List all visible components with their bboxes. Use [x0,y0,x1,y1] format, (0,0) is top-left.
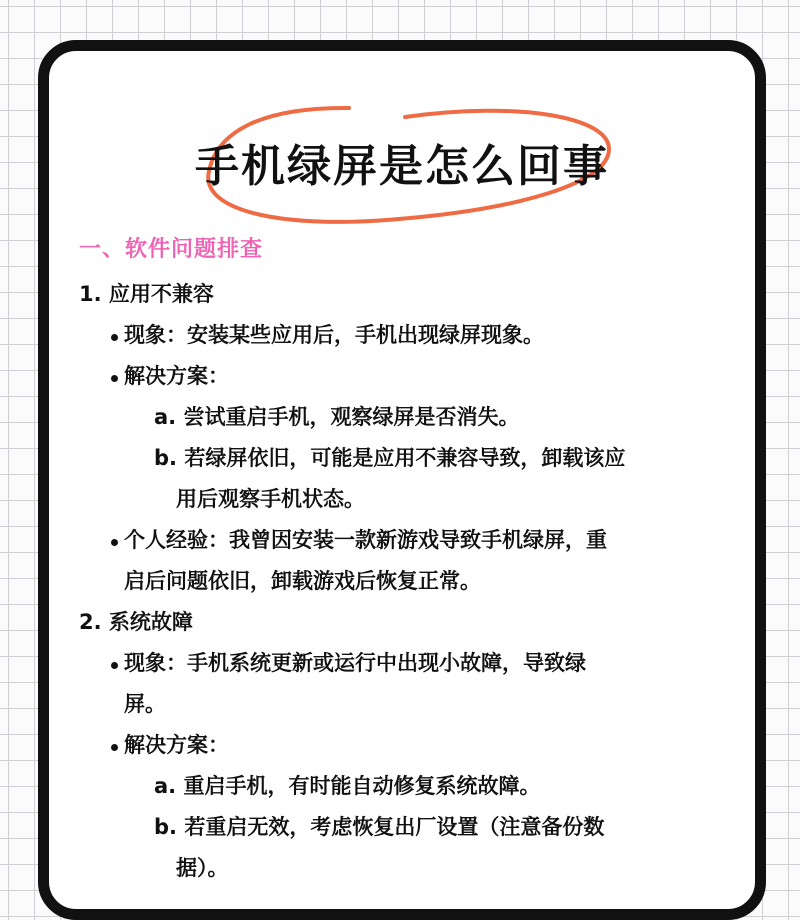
page-title: 手机绿屏是怎么回事 [195,141,609,192]
solution-step-b-continued: 据）。 [176,856,229,880]
solution-label: 解决方案： [124,364,229,388]
title-area [49,51,755,241]
personal-experience-text-continued: 启后问题依旧，卸载游戏后恢复正常。 [124,569,481,593]
bullet-icon [111,375,118,382]
personal-experience-text: 个人经验：我曾因安装一款新游戏导致手机绿屏，重 [124,528,607,552]
phenomenon-text: 现象：手机系统更新或运行中出现小故障，导致绿 [124,651,586,675]
bullet-icon [111,744,118,751]
phenomenon-text: 现象：安装某些应用后，手机出现绿屏现象。 [124,323,544,347]
bullet-icon [111,662,118,669]
solution-step-b-continued: 用后观察手机状态。 [176,487,365,511]
solution-label: 解决方案： [124,733,229,757]
document-card [38,40,766,920]
solution-step-a: a. 重启手机，有时能自动修复系统故障。 [154,774,541,798]
item-heading-system-fault: 2. 系统故障 [79,610,193,634]
bullet-icon [111,539,118,546]
solution-step-b: b. 若绿屏依旧，可能是应用不兼容导致，卸载该应 [154,446,626,470]
section-heading: 一、软件问题排查 [79,237,264,262]
solution-step-b: b. 若重启无效，考虑恢复出厂设置（注意备份数 [154,815,605,839]
phenomenon-text-continued: 屏。 [124,692,166,716]
solution-step-a: a. 尝试重启手机，观察绿屏是否消失。 [154,405,520,429]
item-heading-app-incompatibility: 1. 应用不兼容 [79,282,214,306]
bullet-icon [111,334,118,341]
